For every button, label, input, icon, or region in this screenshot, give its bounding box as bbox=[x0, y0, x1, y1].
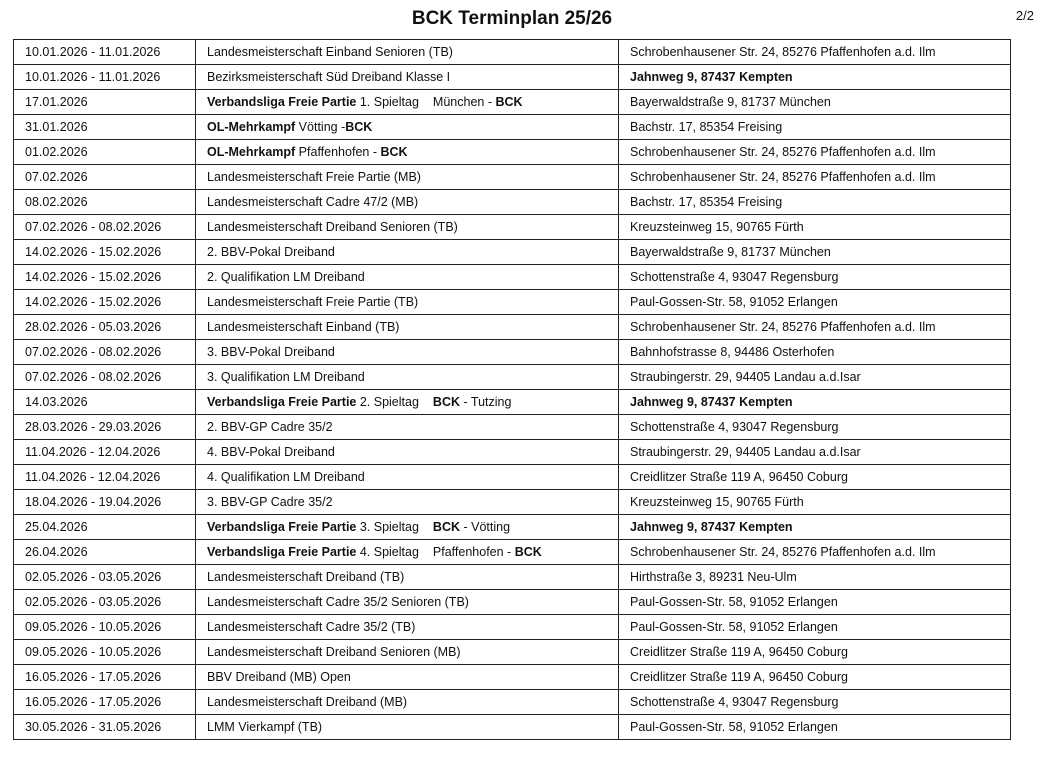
venue-cell: Schrobenhausener Str. 24, 85276 Pfaffenhofen a.d. Ilm bbox=[619, 540, 1011, 565]
event-cell: 2. BBV-GP Cadre 35/2 bbox=[196, 415, 619, 440]
event-cell: BBV Dreiband (MB) Open bbox=[196, 665, 619, 690]
page-number: 2/2 bbox=[1015, 8, 1034, 23]
event-cell: Verbandsliga Freie Partie 3. Spieltag BCK - Vötting bbox=[196, 515, 619, 540]
event-cell: 3. Qualifikation LM Dreiband bbox=[196, 365, 619, 390]
venue-cell: Jahnweg 9, 87437 Kempten bbox=[619, 65, 1011, 90]
date-cell: 07.02.2026 - 08.02.2026 bbox=[14, 215, 196, 240]
date-cell: 30.05.2026 - 31.05.2026 bbox=[14, 715, 196, 740]
table-row bbox=[14, 140, 1011, 165]
date-cell: 07.02.2026 bbox=[14, 165, 196, 190]
venue-cell: Paul-Gossen-Str. 58, 91052 Erlangen bbox=[619, 615, 1011, 640]
event-cell: Landesmeisterschaft Dreiband (MB) bbox=[196, 690, 619, 715]
table-row bbox=[14, 515, 1011, 540]
date-cell: 28.02.2026 - 05.03.2026 bbox=[14, 315, 196, 340]
event-cell: Landesmeisterschaft Freie Partie (TB) bbox=[196, 290, 619, 315]
event-cell: OL-Mehrkampf Pfaffenhofen - BCK bbox=[196, 140, 619, 165]
venue-cell: Bahnhofstrasse 8, 94486 Osterhofen bbox=[619, 340, 1011, 365]
date-cell: 31.01.2026 bbox=[14, 115, 196, 140]
date-cell: 07.02.2026 - 08.02.2026 bbox=[14, 340, 196, 365]
table-row bbox=[14, 640, 1011, 665]
date-cell: 17.01.2026 bbox=[14, 90, 196, 115]
date-cell: 16.05.2026 - 17.05.2026 bbox=[14, 665, 196, 690]
date-cell: 07.02.2026 - 08.02.2026 bbox=[14, 365, 196, 390]
venue-cell: Bayerwaldstraße 9, 81737 München bbox=[619, 90, 1011, 115]
event-cell: Verbandsliga Freie Partie 2. Spieltag BCK - Tutzing bbox=[196, 390, 619, 415]
date-cell: 28.03.2026 - 29.03.2026 bbox=[14, 415, 196, 440]
venue-cell: Straubingerstr. 29, 94405 Landau a.d.Isar bbox=[619, 365, 1011, 390]
venue-cell: Bayerwaldstraße 9, 81737 München bbox=[619, 240, 1011, 265]
venue-cell: Paul-Gossen-Str. 58, 91052 Erlangen bbox=[619, 715, 1011, 740]
venue-cell: Creidlitzer Straße 119 A, 96450 Coburg bbox=[619, 665, 1011, 690]
table-row bbox=[14, 40, 1011, 65]
table-row bbox=[14, 565, 1011, 590]
venue-cell: Paul-Gossen-Str. 58, 91052 Erlangen bbox=[619, 590, 1011, 615]
venue-cell: Bachstr. 17, 85354 Freising bbox=[619, 190, 1011, 215]
date-cell: 14.02.2026 - 15.02.2026 bbox=[14, 290, 196, 315]
venue-cell: Schrobenhausener Str. 24, 85276 Pfaffenhofen a.d. Ilm bbox=[619, 140, 1011, 165]
venue-cell: Kreuzsteinweg 15, 90765 Fürth bbox=[619, 215, 1011, 240]
table-row bbox=[14, 415, 1011, 440]
table-row bbox=[14, 265, 1011, 290]
date-cell: 10.01.2026 - 11.01.2026 bbox=[14, 65, 196, 90]
table-row bbox=[14, 315, 1011, 340]
table-row bbox=[14, 390, 1011, 415]
venue-cell: Hirthstraße 3, 89231 Neu-Ulm bbox=[619, 565, 1011, 590]
date-cell: 02.05.2026 - 03.05.2026 bbox=[14, 590, 196, 615]
table-row bbox=[14, 590, 1011, 615]
event-cell: LMM Vierkampf (TB) bbox=[196, 715, 619, 740]
date-cell: 08.02.2026 bbox=[14, 190, 196, 215]
venue-cell: Kreuzsteinweg 15, 90765 Fürth bbox=[619, 490, 1011, 515]
date-cell: 11.04.2026 - 12.04.2026 bbox=[14, 465, 196, 490]
event-cell: 2. BBV-Pokal Dreiband bbox=[196, 240, 619, 265]
event-cell: 4. Qualifikation LM Dreiband bbox=[196, 465, 619, 490]
table-row bbox=[14, 665, 1011, 690]
table-row bbox=[14, 465, 1011, 490]
venue-cell: Schrobenhausener Str. 24, 85276 Pfaffenhofen a.d. Ilm bbox=[619, 315, 1011, 340]
date-cell: 02.05.2026 - 03.05.2026 bbox=[14, 565, 196, 590]
event-cell: 3. BBV-Pokal Dreiband bbox=[196, 340, 619, 365]
page-title: BCK Terminplan 25/26 bbox=[411, 8, 613, 29]
date-cell: 16.05.2026 - 17.05.2026 bbox=[14, 690, 196, 715]
event-cell: OL-Mehrkampf Vötting -BCK bbox=[196, 115, 619, 140]
event-cell: 3. BBV-GP Cadre 35/2 bbox=[196, 490, 619, 515]
venue-cell: Paul-Gossen-Str. 58, 91052 Erlangen bbox=[619, 290, 1011, 315]
table-row bbox=[14, 190, 1011, 215]
venue-cell: Creidlitzer Straße 119 A, 96450 Coburg bbox=[619, 465, 1011, 490]
event-cell: 2. Qualifikation LM Dreiband bbox=[196, 265, 619, 290]
date-cell: 11.04.2026 - 12.04.2026 bbox=[14, 440, 196, 465]
table-row bbox=[14, 90, 1011, 115]
date-cell: 14.02.2026 - 15.02.2026 bbox=[14, 265, 196, 290]
event-cell: Landesmeisterschaft Cadre 35/2 (TB) bbox=[196, 615, 619, 640]
date-cell: 26.04.2026 bbox=[14, 540, 196, 565]
event-cell: Landesmeisterschaft Cadre 47/2 (MB) bbox=[196, 190, 619, 215]
table-row bbox=[14, 540, 1011, 565]
date-cell: 10.01.2026 - 11.01.2026 bbox=[14, 40, 196, 65]
table-row bbox=[14, 215, 1011, 240]
table-row bbox=[14, 615, 1011, 640]
event-cell: Landesmeisterschaft Dreiband (TB) bbox=[196, 565, 619, 590]
event-cell: Landesmeisterschaft Freie Partie (MB) bbox=[196, 165, 619, 190]
table-row bbox=[14, 690, 1011, 715]
table-row bbox=[14, 340, 1011, 365]
date-cell: 18.04.2026 - 19.04.2026 bbox=[14, 490, 196, 515]
venue-cell: Schottenstraße 4, 93047 Regensburg bbox=[619, 690, 1011, 715]
table-row bbox=[14, 490, 1011, 515]
table-row bbox=[14, 65, 1011, 90]
event-cell: Landesmeisterschaft Dreiband Senioren (TB) bbox=[196, 215, 619, 240]
table-row bbox=[14, 240, 1011, 265]
event-cell: Landesmeisterschaft Einband Senioren (TB) bbox=[196, 40, 619, 65]
venue-cell: Jahnweg 9, 87437 Kempten bbox=[619, 390, 1011, 415]
venue-cell: Jahnweg 9, 87437 Kempten bbox=[619, 515, 1011, 540]
date-cell: 14.03.2026 bbox=[14, 390, 196, 415]
venue-cell: Schottenstraße 4, 93047 Regensburg bbox=[619, 415, 1011, 440]
table-row bbox=[14, 365, 1011, 390]
date-cell: 09.05.2026 - 10.05.2026 bbox=[14, 640, 196, 665]
table-row bbox=[14, 290, 1011, 315]
venue-cell: Creidlitzer Straße 119 A, 96450 Coburg bbox=[619, 640, 1011, 665]
venue-cell: Schrobenhausener Str. 24, 85276 Pfaffenhofen a.d. Ilm bbox=[619, 40, 1011, 65]
venue-cell: Bachstr. 17, 85354 Freising bbox=[619, 115, 1011, 140]
event-cell: Landesmeisterschaft Cadre 35/2 Senioren (TB) bbox=[196, 590, 619, 615]
table-row bbox=[14, 165, 1011, 190]
table-row bbox=[14, 440, 1011, 465]
date-cell: 09.05.2026 - 10.05.2026 bbox=[14, 615, 196, 640]
event-cell: Landesmeisterschaft Einband (TB) bbox=[196, 315, 619, 340]
date-cell: 14.02.2026 - 15.02.2026 bbox=[14, 240, 196, 265]
venue-cell: Schrobenhausener Str. 24, 85276 Pfaffenhofen a.d. Ilm bbox=[619, 165, 1011, 190]
event-cell: 4. BBV-Pokal Dreiband bbox=[196, 440, 619, 465]
event-cell: Bezirksmeisterschaft Süd Dreiband Klasse I bbox=[196, 65, 619, 90]
event-cell: Landesmeisterschaft Dreiband Senioren (MB) bbox=[196, 640, 619, 665]
table-row bbox=[14, 115, 1011, 140]
venue-cell: Schottenstraße 4, 93047 Regensburg bbox=[619, 265, 1011, 290]
table-row bbox=[14, 715, 1011, 740]
event-cell: Verbandsliga Freie Partie 4. Spieltag Pfaffenhofen - BCK bbox=[196, 540, 619, 565]
date-cell: 01.02.2026 bbox=[14, 140, 196, 165]
date-cell: 25.04.2026 bbox=[14, 515, 196, 540]
venue-cell: Straubingerstr. 29, 94405 Landau a.d.Isar bbox=[619, 440, 1011, 465]
event-cell: Verbandsliga Freie Partie 1. Spieltag München - BCK bbox=[196, 90, 619, 115]
schedule-table bbox=[13, 39, 1011, 740]
